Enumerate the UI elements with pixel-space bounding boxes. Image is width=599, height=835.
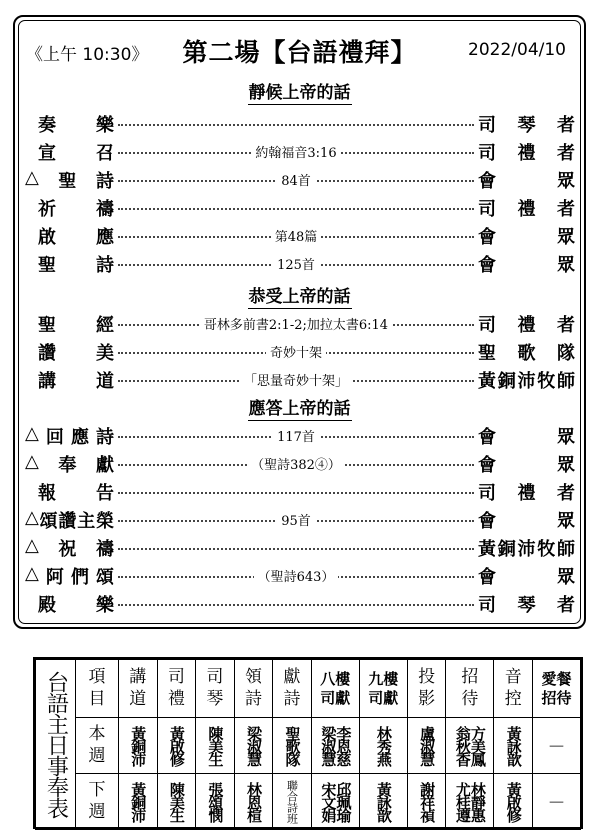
order-row bbox=[0, 504, 599, 532]
order-item-name-char: 奏 bbox=[38, 115, 56, 136]
person-name: 黃詠歆 bbox=[374, 782, 393, 821]
column-header-text: 領詩 bbox=[244, 667, 262, 709]
order-item-name bbox=[25, 563, 114, 589]
order-item-leader-char: 會 bbox=[478, 255, 496, 276]
column-header-text: 講道 bbox=[129, 667, 147, 709]
duty-cell bbox=[119, 774, 158, 830]
order-item-leader-char: 隊 bbox=[557, 343, 575, 364]
order-item-leader bbox=[478, 563, 575, 589]
order-item-leader bbox=[478, 251, 575, 277]
order-item-name-char: 美 bbox=[96, 343, 114, 364]
order-item-leader-char: 琴 bbox=[517, 595, 536, 616]
person-name: 陳美生 bbox=[206, 726, 225, 765]
order-row bbox=[0, 476, 599, 504]
order-row bbox=[0, 420, 599, 448]
duty-cell bbox=[533, 718, 581, 774]
order-item-leader-char: 禮 bbox=[517, 483, 536, 504]
order-item-detail bbox=[118, 170, 474, 189]
order-item-detail-text: 哥林多前書2:1-2;加拉太書6:14 bbox=[200, 318, 392, 333]
order-item-name-char: △ bbox=[25, 451, 39, 472]
person-name: 陳美生 bbox=[167, 782, 186, 821]
order-item-leader-char: 歌 bbox=[517, 343, 536, 364]
order-item-leader bbox=[478, 507, 575, 533]
order-item-leader bbox=[478, 423, 575, 449]
order-item-name bbox=[25, 535, 114, 561]
person-name: 翁秋香 bbox=[453, 726, 472, 765]
duty-week-row bbox=[36, 718, 581, 774]
order-item-name-char: △ bbox=[25, 423, 39, 444]
section-title bbox=[0, 78, 599, 103]
order-item-leader bbox=[478, 367, 575, 393]
leader-dots bbox=[118, 208, 474, 210]
order-item-name-char: 應 bbox=[70, 427, 89, 448]
column-header-text: 九樓司獻 bbox=[368, 669, 399, 707]
person-name: 黃銅沛 bbox=[129, 726, 148, 765]
order-item-name-char: 經 bbox=[96, 315, 114, 336]
week-label bbox=[76, 774, 119, 830]
person-name: 梁淑慧 bbox=[319, 726, 338, 765]
person-name: 林靜惠 bbox=[468, 782, 487, 821]
order-item-detail bbox=[118, 342, 474, 361]
order-item-leader-char: 會 bbox=[478, 455, 496, 476]
column-header-text: 項目 bbox=[88, 667, 106, 709]
person-name: 方美鳳 bbox=[468, 726, 487, 765]
order-item-name-char: 禱 bbox=[96, 199, 114, 220]
order-item-name-char: 頌 bbox=[39, 511, 58, 532]
duty-cell bbox=[407, 774, 446, 830]
order-item-name-char: △ bbox=[25, 167, 39, 188]
order-item-detail bbox=[118, 254, 474, 273]
person-name: 盧淑慧 bbox=[418, 726, 437, 765]
duty-cell bbox=[311, 718, 359, 774]
order-item-name-char: 阿 bbox=[45, 567, 64, 588]
order-item-leader bbox=[478, 111, 575, 137]
order-item-leader bbox=[478, 167, 575, 193]
order-item-leader-char: 黃 bbox=[478, 539, 496, 560]
duty-table-title-text: 台語主日事奉表 bbox=[43, 671, 69, 818]
order-item-leader-char: 者 bbox=[557, 483, 575, 504]
week-label-text: 本週 bbox=[88, 724, 106, 766]
order-item-leader bbox=[478, 311, 575, 337]
order-item-name-char: 回 bbox=[45, 427, 64, 448]
order-item-name bbox=[25, 167, 114, 193]
order-item-leader bbox=[478, 535, 575, 561]
order-item-leader-char: 會 bbox=[478, 227, 496, 248]
column-header bbox=[446, 660, 494, 718]
order-row bbox=[0, 136, 599, 164]
order-item-name bbox=[38, 311, 114, 337]
order-item-leader-char: 沛 bbox=[517, 539, 536, 560]
order-item-leader bbox=[478, 139, 575, 165]
order-row bbox=[0, 336, 599, 364]
order-item-detail bbox=[118, 566, 474, 585]
order-item-leader-char: 會 bbox=[478, 511, 496, 532]
order-item-leader-char: 師 bbox=[557, 371, 575, 392]
order-item-detail bbox=[118, 510, 474, 529]
person-name: 黃啟修 bbox=[167, 726, 186, 765]
column-header bbox=[157, 660, 196, 718]
duty-cell bbox=[196, 718, 235, 774]
duty-roster-table bbox=[33, 657, 583, 829]
order-item-detail bbox=[118, 226, 474, 245]
order-item-name-char: 聖 bbox=[38, 315, 56, 336]
order-item-name-char: 榮 bbox=[95, 511, 114, 532]
order-row bbox=[0, 560, 599, 588]
leader-dots bbox=[118, 548, 474, 550]
order-item-name bbox=[38, 195, 114, 221]
column-header-text: 八樓司獻 bbox=[320, 669, 351, 707]
order-item-leader-char: 牧 bbox=[537, 371, 556, 392]
person-name: 聖歌隊 bbox=[283, 726, 302, 765]
order-item-name-char: 獻 bbox=[96, 455, 114, 476]
duty-cell bbox=[157, 718, 196, 774]
leader-dots bbox=[118, 604, 474, 606]
week-label-text: 下週 bbox=[88, 780, 106, 822]
order-item-leader-char: 黃 bbox=[478, 371, 496, 392]
section-title bbox=[0, 394, 599, 419]
order-row bbox=[0, 364, 599, 392]
column-header-text: 音控 bbox=[504, 667, 522, 709]
order-row bbox=[0, 248, 599, 276]
service-title: 第二場【台語禮拜】 bbox=[182, 38, 417, 67]
order-item-leader-char: 司 bbox=[478, 315, 496, 336]
order-item-detail-text: 約翰福音3:16 bbox=[251, 146, 340, 161]
column-header bbox=[119, 660, 158, 718]
order-item-leader-char: 司 bbox=[478, 115, 496, 136]
order-row bbox=[0, 192, 599, 220]
order-item-name bbox=[25, 423, 114, 449]
order-item-leader-char: 者 bbox=[557, 595, 575, 616]
duty-cell bbox=[273, 774, 312, 830]
column-header-text: 愛餐招待 bbox=[541, 669, 572, 707]
order-row bbox=[0, 448, 599, 476]
empty-dash: － bbox=[547, 792, 566, 814]
order-item-name bbox=[38, 367, 114, 393]
order-item-name-char: 道 bbox=[96, 371, 114, 392]
column-header bbox=[273, 660, 312, 718]
order-item-leader-char: 會 bbox=[478, 567, 496, 588]
order-item-leader-char: 眾 bbox=[557, 227, 575, 248]
order-item-detail-text: 84首 bbox=[277, 174, 315, 189]
order-item-leader-char: 眾 bbox=[557, 511, 575, 532]
order-item-leader-char: 會 bbox=[478, 171, 496, 192]
section-title bbox=[0, 282, 599, 307]
section-title-text: 恭受上帝的話 bbox=[248, 287, 351, 307]
order-item-detail bbox=[118, 454, 474, 473]
order-item-leader-char: 司 bbox=[478, 595, 496, 616]
order-item-name-char: 講 bbox=[38, 371, 56, 392]
order-item-leader-char: 禮 bbox=[517, 143, 536, 164]
duty-table-grid bbox=[35, 659, 581, 830]
order-item-leader-char: 禮 bbox=[517, 315, 536, 336]
duty-cell bbox=[196, 774, 235, 830]
column-header bbox=[196, 660, 235, 718]
order-item-name-char: 詩 bbox=[96, 171, 114, 192]
duty-cell bbox=[446, 718, 494, 774]
duty-cell bbox=[234, 774, 273, 830]
order-item-leader bbox=[478, 479, 575, 505]
order-item-name-char: 啟 bbox=[38, 227, 56, 248]
person-name: 黃啟修 bbox=[504, 782, 523, 821]
order-row bbox=[0, 108, 599, 136]
column-header bbox=[533, 660, 581, 718]
duty-cell bbox=[407, 718, 446, 774]
order-item-name-char: 讚 bbox=[58, 511, 77, 532]
order-item-leader bbox=[478, 339, 575, 365]
column-header bbox=[494, 660, 533, 718]
order-item-leader-char: 眾 bbox=[557, 255, 575, 276]
empty-dash: － bbox=[547, 736, 566, 758]
duty-cell bbox=[157, 774, 196, 830]
order-item-name-char: 宣 bbox=[38, 143, 56, 164]
leader-dots bbox=[118, 492, 474, 494]
duty-cell bbox=[494, 718, 533, 774]
order-item-detail bbox=[118, 314, 474, 333]
order-item-name-char: 告 bbox=[96, 483, 114, 504]
order-item-name bbox=[38, 479, 114, 505]
order-item-name-char: 祈 bbox=[38, 199, 56, 220]
person-name: 張頌憫 bbox=[206, 782, 225, 821]
order-item-leader-char: 師 bbox=[557, 539, 575, 560]
order-item-leader bbox=[478, 451, 575, 477]
order-item-leader-char: 眾 bbox=[557, 567, 575, 588]
person-name: 謝祥禎 bbox=[418, 782, 437, 821]
duty-cell bbox=[359, 718, 407, 774]
order-item-leader-char: 會 bbox=[478, 427, 496, 448]
order-item-detail-text: 第48篇 bbox=[271, 230, 322, 245]
duty-cell bbox=[311, 774, 359, 830]
order-item-detail-text: 117首 bbox=[273, 430, 319, 445]
service-date: 2022/04/10 bbox=[468, 40, 566, 60]
order-row bbox=[0, 308, 599, 336]
order-item-name-char: 召 bbox=[96, 143, 114, 164]
order-item-name-char: 聖 bbox=[58, 171, 77, 192]
column-header bbox=[359, 660, 407, 718]
order-item-detail-text: 奇妙十架 bbox=[266, 346, 326, 361]
order-item-leader-char: 眾 bbox=[557, 427, 575, 448]
order-item-name bbox=[25, 507, 114, 533]
order-item-detail bbox=[118, 370, 474, 389]
order-item-detail-text: （聖詩643） bbox=[254, 570, 339, 585]
duty-cell bbox=[446, 774, 494, 830]
order-item-leader-char: 者 bbox=[557, 115, 575, 136]
duty-cell bbox=[234, 718, 273, 774]
duty-table-title bbox=[36, 660, 76, 830]
order-item-name-char: 主 bbox=[77, 511, 96, 532]
order-item-name bbox=[38, 111, 114, 137]
week-label bbox=[76, 718, 119, 774]
order-item-detail bbox=[118, 426, 474, 445]
duty-cell bbox=[119, 718, 158, 774]
column-header-text: 獻詩 bbox=[283, 667, 301, 709]
person-name: 宋文娟 bbox=[319, 782, 338, 821]
duty-cell bbox=[273, 718, 312, 774]
order-item-name-char: 祝 bbox=[58, 539, 77, 560]
order-item-leader bbox=[478, 223, 575, 249]
order-item-leader-char: 者 bbox=[557, 199, 575, 220]
column-header-text: 司琴 bbox=[206, 667, 224, 709]
order-item-name-char: 頌 bbox=[95, 567, 114, 588]
order-item-leader bbox=[478, 195, 575, 221]
order-item-name-char: 讚 bbox=[38, 343, 56, 364]
order-item-name bbox=[38, 339, 114, 365]
order-item-leader-char: 銅 bbox=[497, 371, 516, 392]
order-item-name bbox=[38, 251, 114, 277]
person-name: 梁淑慧 bbox=[244, 726, 263, 765]
order-item-leader-char: 牧 bbox=[537, 539, 556, 560]
order-item-detail-text: 「思量奇妙十架」 bbox=[240, 374, 352, 389]
order-item-leader-char: 琴 bbox=[517, 115, 536, 136]
order-item-name-char: 殿 bbox=[38, 595, 56, 616]
order-item-name-char: 們 bbox=[70, 567, 89, 588]
column-header bbox=[234, 660, 273, 718]
order-item-detail-text: （聖詩382④） bbox=[247, 458, 345, 473]
column-header-text: 招待 bbox=[461, 667, 479, 709]
order-item-name-char: △ bbox=[25, 535, 39, 556]
column-header bbox=[311, 660, 359, 718]
order-item-name-char: △ bbox=[25, 507, 39, 528]
order-item-name-char: 樂 bbox=[96, 595, 114, 616]
person-name: 林恩楦 bbox=[244, 782, 263, 821]
order-row bbox=[0, 220, 599, 248]
duty-cell bbox=[359, 774, 407, 830]
order-item-name-char: 聖 bbox=[38, 255, 56, 276]
duty-cell bbox=[533, 774, 581, 830]
order-item-leader-char: 司 bbox=[478, 199, 496, 220]
order-item-name-char: 詩 bbox=[96, 255, 114, 276]
leader-dots bbox=[118, 124, 474, 126]
duty-week-row bbox=[36, 774, 581, 830]
section-title-text: 靜候上帝的話 bbox=[248, 83, 351, 103]
order-item-name-char: 奉 bbox=[58, 455, 77, 476]
order-row bbox=[0, 532, 599, 560]
order-item-name bbox=[38, 139, 114, 165]
order-item-leader-char: 司 bbox=[478, 143, 496, 164]
order-item-leader-char: 禮 bbox=[517, 199, 536, 220]
order-item-name-char: 樂 bbox=[96, 115, 114, 136]
person-name: 黃詠歆 bbox=[504, 726, 523, 765]
order-item-leader-char: 司 bbox=[478, 483, 496, 504]
order-row bbox=[0, 164, 599, 192]
order-item-leader-char: 沛 bbox=[517, 371, 536, 392]
section-title-text: 應答上帝的話 bbox=[248, 399, 351, 419]
person-name: 邱珮瑜 bbox=[334, 782, 353, 821]
order-row bbox=[0, 588, 599, 616]
order-item-name-char: 報 bbox=[38, 483, 56, 504]
order-item-name bbox=[25, 451, 114, 477]
person-name: 尤桂遵 bbox=[453, 782, 472, 821]
order-item-name-char: △ bbox=[25, 563, 39, 584]
order-item-detail bbox=[118, 142, 474, 161]
order-item-name-char: 應 bbox=[96, 227, 114, 248]
order-item-leader-char: 者 bbox=[557, 315, 575, 336]
order-item-detail-text: 95首 bbox=[277, 514, 315, 529]
order-item-leader bbox=[478, 591, 575, 617]
order-item-detail-text: 125首 bbox=[273, 258, 319, 273]
order-item-leader-char: 者 bbox=[557, 143, 575, 164]
column-header bbox=[76, 660, 119, 718]
order-item-name bbox=[38, 223, 114, 249]
order-item-name-char: 禱 bbox=[96, 539, 114, 560]
person-name: 林秀燕 bbox=[374, 726, 393, 765]
duty-cell bbox=[494, 774, 533, 830]
order-item-name bbox=[38, 591, 114, 617]
order-item-name-char: 詩 bbox=[95, 427, 114, 448]
order-item-leader-char: 眾 bbox=[557, 171, 575, 192]
service-time: 《上午 10:30》 bbox=[26, 45, 149, 65]
column-header-text: 投影 bbox=[418, 667, 436, 709]
order-item-leader-char: 銅 bbox=[497, 539, 516, 560]
order-item-leader-char: 眾 bbox=[557, 455, 575, 476]
person-name: 聯合詩班 bbox=[285, 779, 299, 824]
person-name: 李恩慈 bbox=[334, 726, 353, 765]
column-header bbox=[407, 660, 446, 718]
person-name: 黃銅沛 bbox=[129, 782, 148, 821]
column-header-text: 司禮 bbox=[167, 667, 185, 709]
order-item-leader-char: 聖 bbox=[478, 343, 496, 364]
